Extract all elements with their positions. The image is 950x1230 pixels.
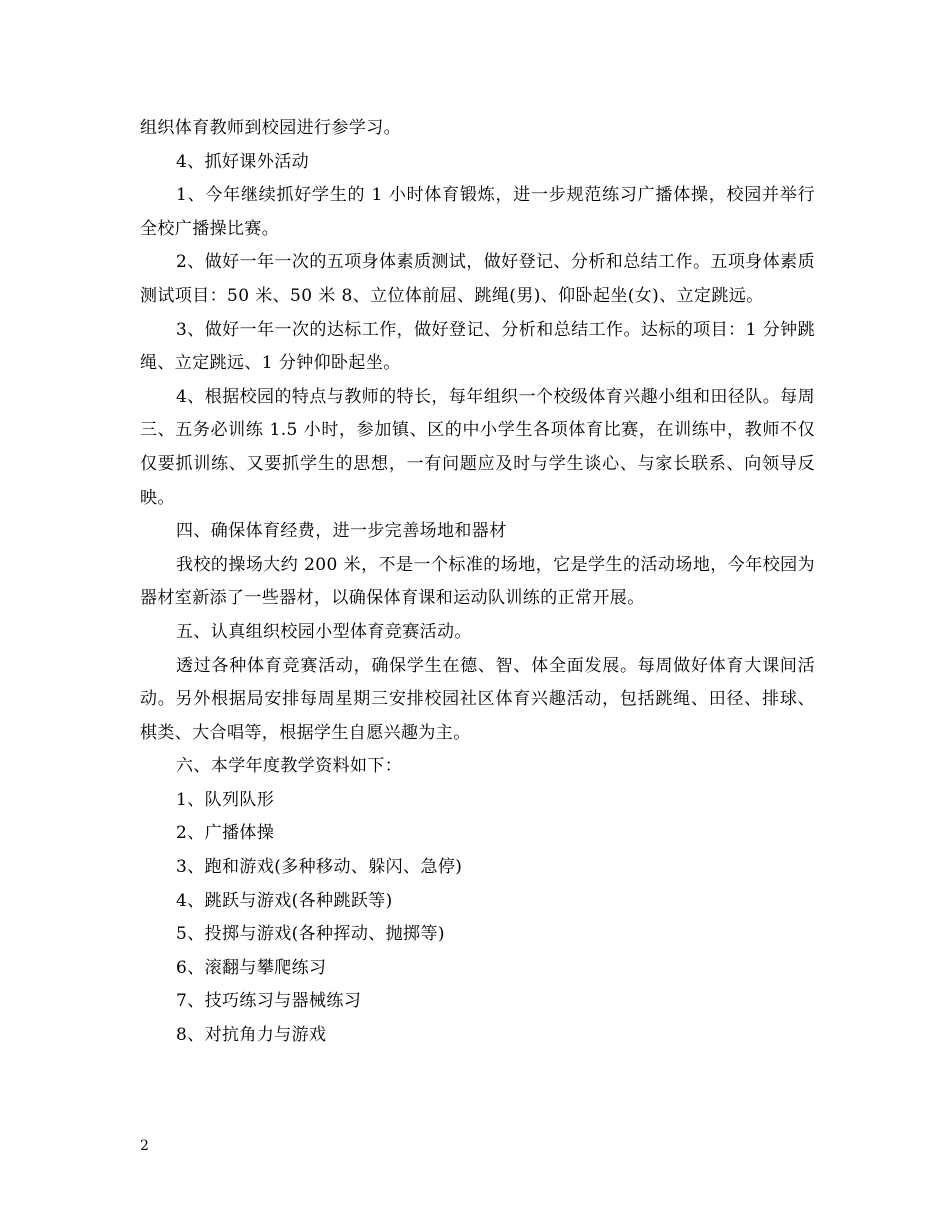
- list-item: 1、队列队形: [176, 789, 275, 810]
- list-item: 6、滚翻与攀爬练习: [176, 957, 327, 978]
- document-body: [140, 112, 815, 1053]
- paragraph-item-3: 3、做好一年一次的达标工作，做好登记、分析和总结工作。达标的项目：1 分钟跳绳、立定跳远、1 分钟仰卧起坐。: [140, 319, 815, 374]
- section-heading-funding: 四、确保体育经费，进一步完善场地和器材: [176, 521, 507, 542]
- paragraph-1: 组织体育教师到校园进行参学习。: [140, 118, 401, 138]
- list-item: 4、跳跃与游戏(各种跳跃等): [176, 890, 393, 911]
- paragraph-item-2: 2、做好一年一次的五项身体素质测试，做好登记、分析和总结工作。五项身体素质测试项目：50 米、50 米 8、立位体前屈、跳绳(男)、仰卧起坐(女)、立定跳远。: [140, 252, 815, 306]
- paragraph-competitions: 透过各种体育竞赛活动，确保学生在德、智、体全面发展。每周做好体育大课间活动。另外根据局安排每周星期三安排校园社区体育兴趣活动，包括跳绳、田径、排球、棋类、大合唱等，根据学生自愿兴趣为主。: [140, 655, 815, 743]
- list-item: 5、投掷与游戏(各种挥动、抛掷等): [176, 924, 445, 945]
- list-item: 2、广播体操: [176, 823, 275, 844]
- paragraph-item-4: 4、根据校园的特点与教师的特长，每年组织一个校级体育兴趣小组和田径队。每周三、五务必训练 1.5 小时，参加镇、区的中小学生各项体育比赛，在训练中，教师不仅仅要抓训练、又要抓学生的思想，一有问题应及时与学生谈心、与家长联系、向领导反映。: [140, 386, 815, 508]
- section-heading-teaching-content: 六、本学年度教学资料如下：: [176, 756, 403, 777]
- paragraph-item-1: 1、今年继续抓好学生的 1 小时体育锻炼，进一步规范练习广播体操，校园并举行全校广播操比赛。: [140, 185, 815, 239]
- page-number: 2: [140, 1138, 149, 1154]
- list-item: 8、对抗角力与游戏: [176, 1025, 327, 1046]
- section-heading-competitions: 五、认真组织校园小型体育竞赛活动。: [176, 621, 472, 642]
- list-item: 7、技巧练习与器械练习: [176, 991, 362, 1012]
- list-item: 3、跑和游戏(多种移动、躲闪、急停): [176, 857, 463, 878]
- paragraph-playground: 我校的操场大约 200 米，不是一个标准的场地，它是学生的活动场地，今年校园为器材室新添了一些器材，以确保体育课和运动队训练的正常开展。: [140, 554, 815, 609]
- section-heading-extracurricular: 4、抓好课外活动: [176, 151, 310, 172]
